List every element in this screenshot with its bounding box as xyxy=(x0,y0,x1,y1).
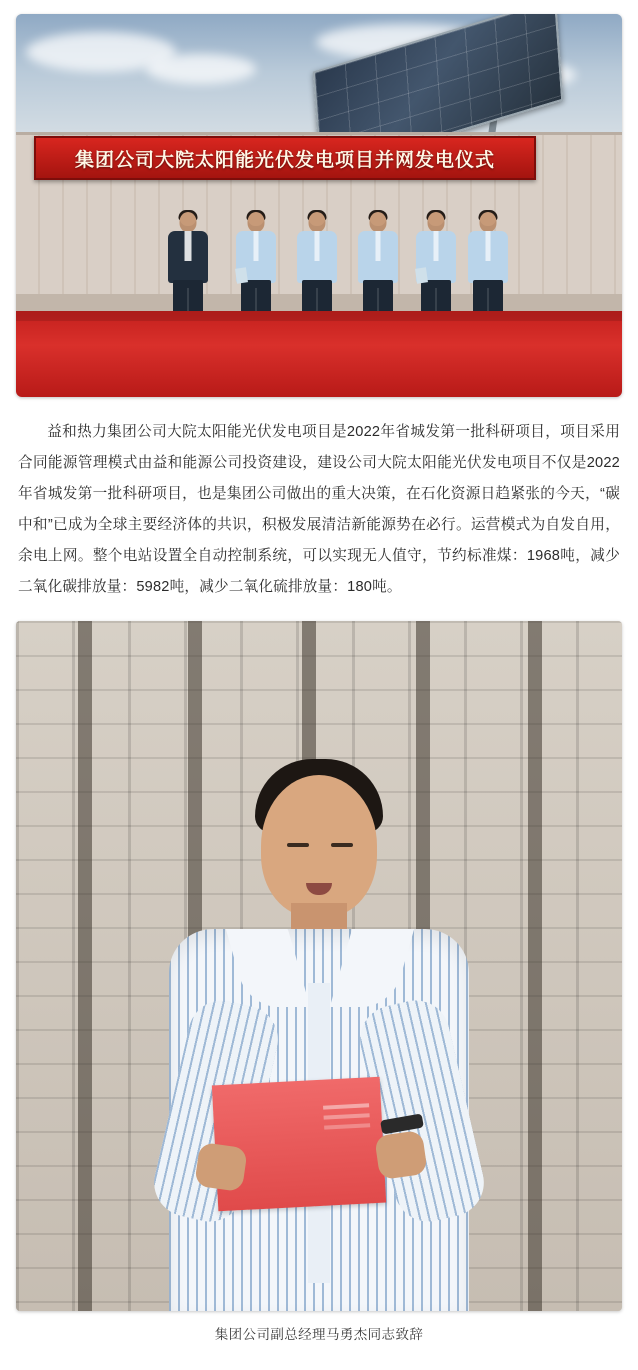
event-banner-text: 集团公司大院太阳能光伏发电项目并网发电仪式 xyxy=(74,149,495,171)
article-paragraph: 益和热力集团公司大院太阳能光伏发电项目是2022年省城发第一批科研项目，项目采用合同能源管理模式由益和能源公司投资建设，建设公司大院太阳能光伏发电项目不仅是2022年省城发第一批科研项目，也是集团公司做出的重大决策，在石化资源日趋紧张的今天，“碳中和”已成为全球主要经济体的共识，积极发展清洁新能源势在必行。运营模式为自发自用，余电上网。整个电站设置全自动控制系统，可以实现无人值守，节约标准煤：1968吨，减少二氧化碳排放量：5982吨，减少二氧化硫排放量：180吨。 xyxy=(18,424,620,595)
shirt-shape xyxy=(168,231,208,283)
head-shape xyxy=(309,212,326,232)
head-shape xyxy=(370,212,387,232)
wall-stripe xyxy=(528,621,542,1311)
red-speech-paper xyxy=(212,1077,386,1212)
eye-shape xyxy=(287,843,309,847)
hand-shape xyxy=(194,1142,248,1192)
event-banner xyxy=(34,136,536,180)
eye-shape xyxy=(331,843,353,847)
head-shape xyxy=(480,212,497,232)
head-shape xyxy=(248,212,265,232)
red-carpet xyxy=(16,311,622,397)
head-shape xyxy=(180,212,197,232)
cloud-shape xyxy=(146,54,256,84)
ceremony-photo-canvas xyxy=(16,14,622,397)
hand-shape xyxy=(374,1130,428,1180)
ceremony-photo xyxy=(16,14,622,397)
head-shape xyxy=(261,775,377,917)
speaker-photo xyxy=(16,621,622,1311)
shirt-shape xyxy=(468,231,508,283)
photo-caption: 集团公司副总经理马勇杰同志致辞 xyxy=(214,1327,424,1342)
wall-stripe xyxy=(78,621,92,1311)
speaker-figure xyxy=(119,751,519,1311)
paper-sheet xyxy=(235,267,248,283)
paper-sheet xyxy=(415,267,428,283)
head-shape xyxy=(428,212,445,232)
shirt-shape xyxy=(358,231,398,283)
shirt-shape xyxy=(297,231,337,283)
